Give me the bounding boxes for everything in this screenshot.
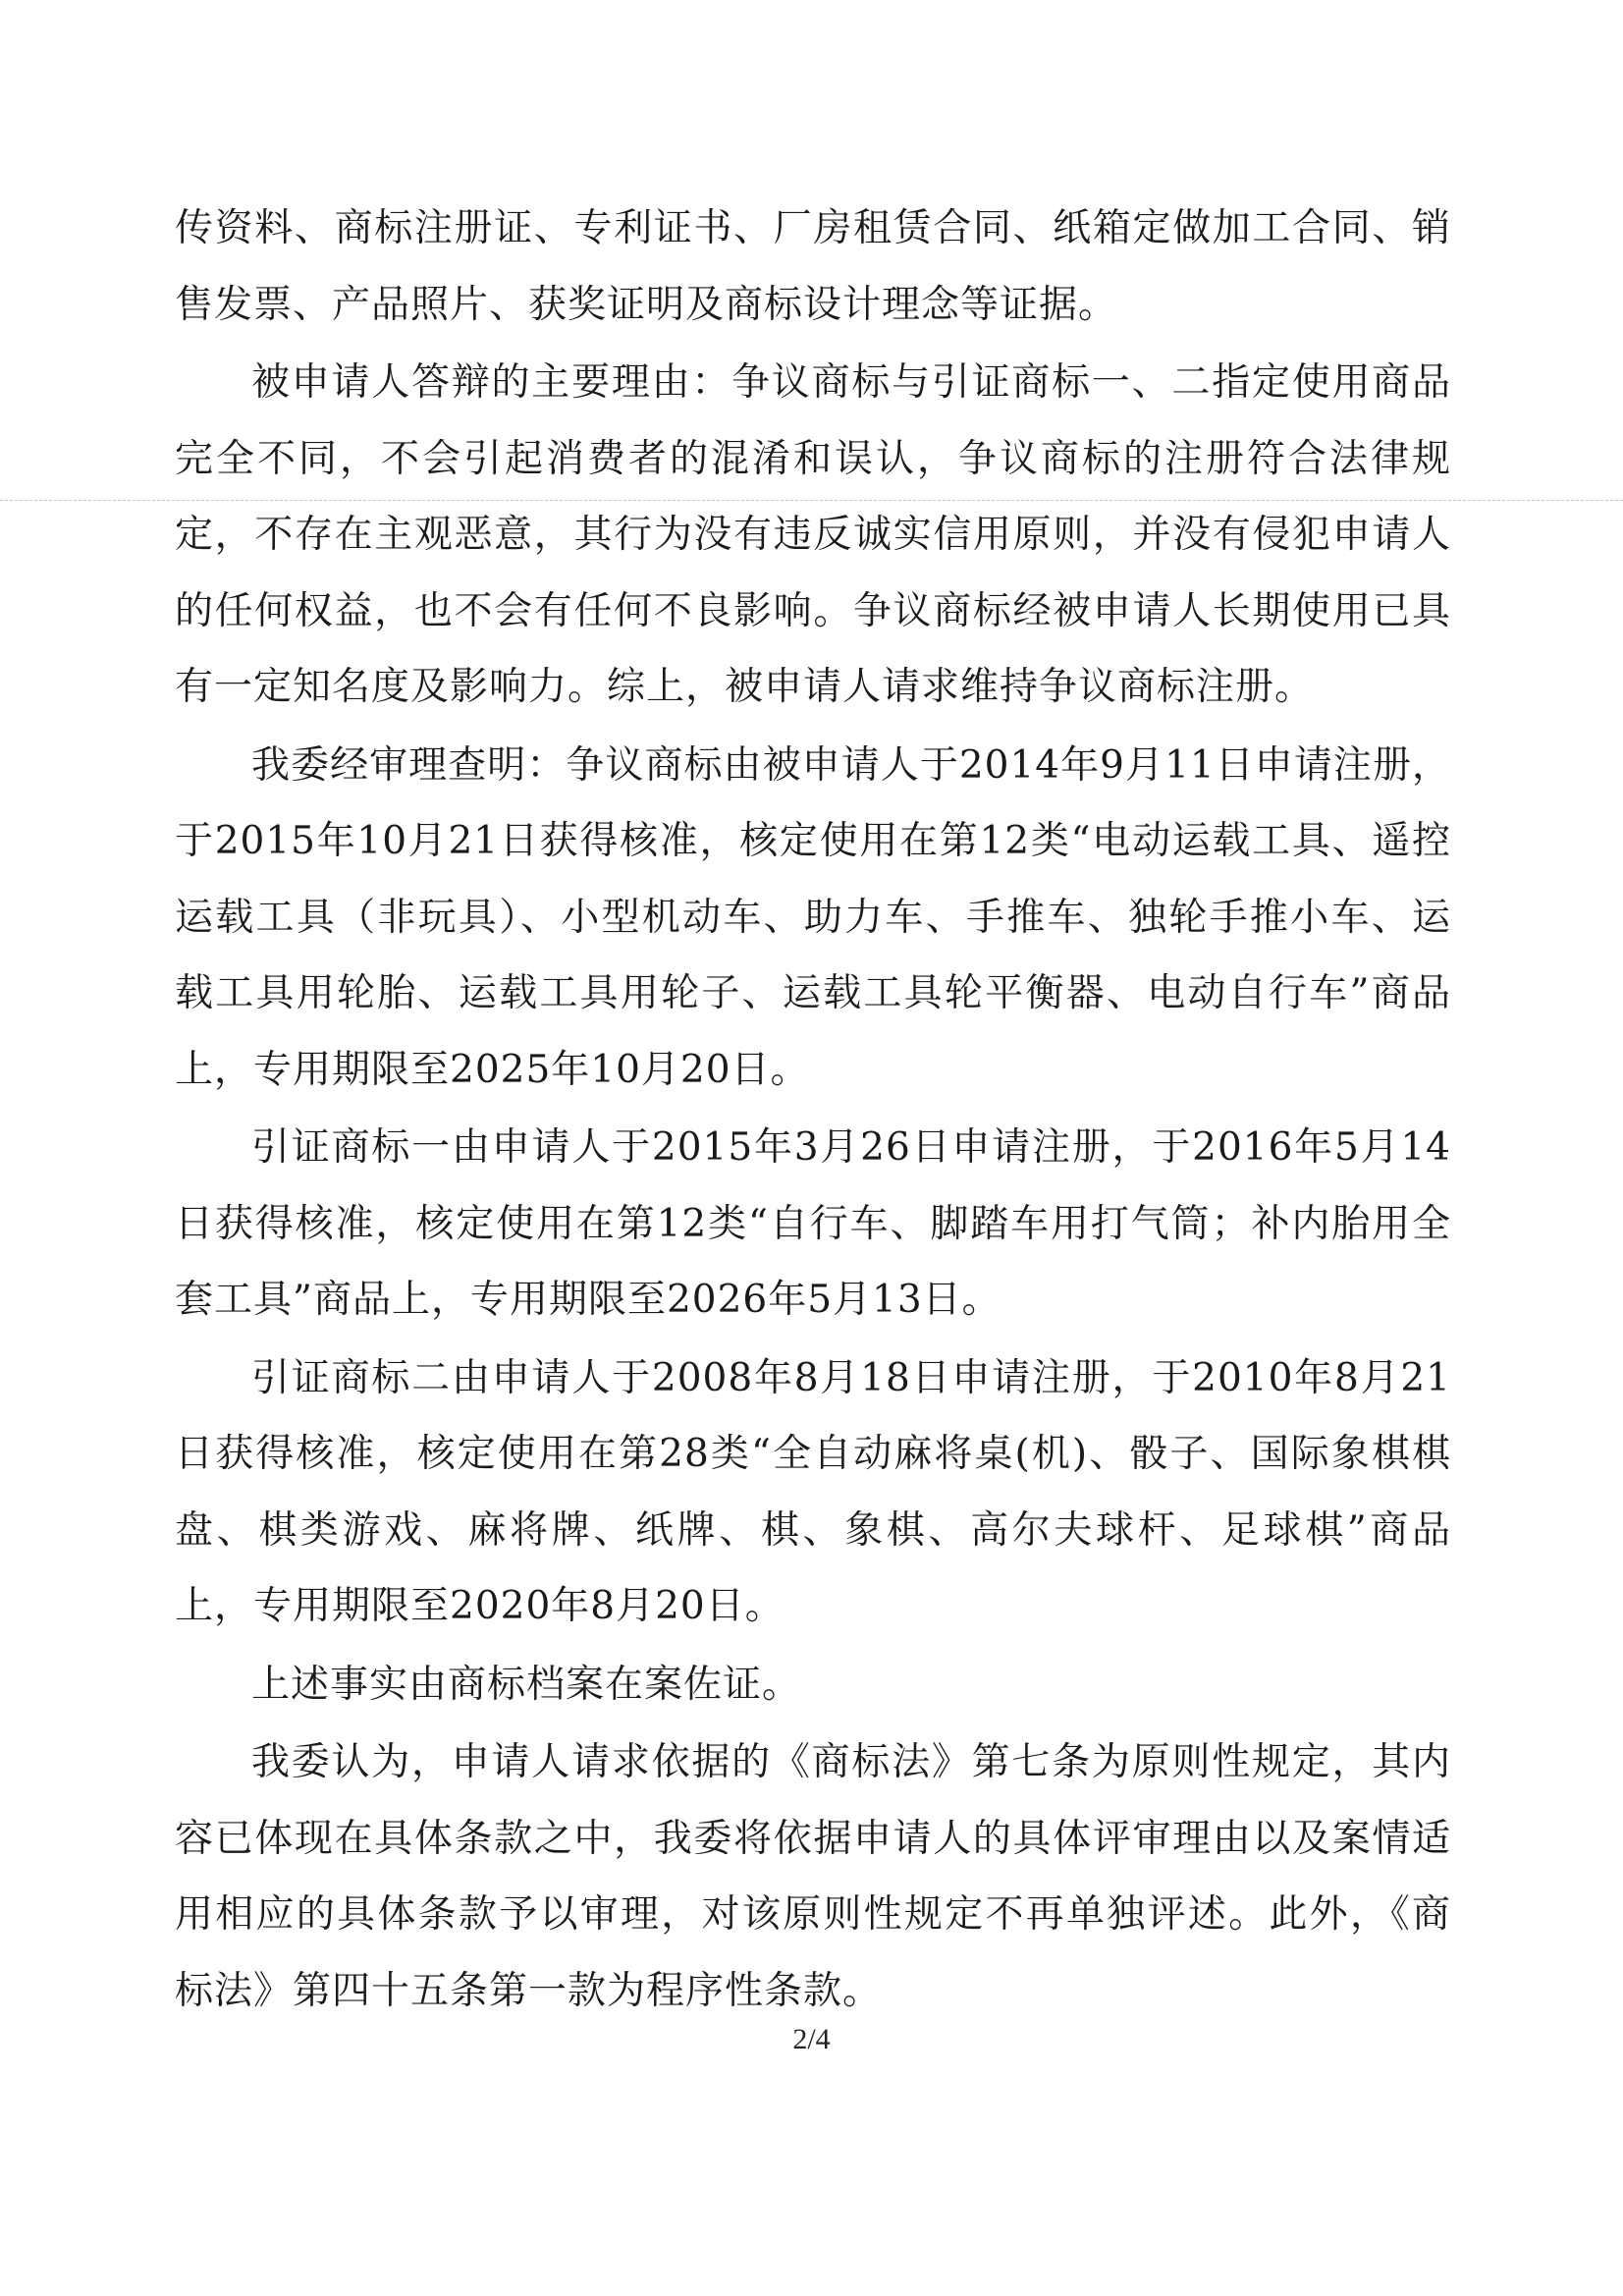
paragraph-respondent-defense: 被申请人答辩的主要理由：争议商标与引证商标一、二指定使用商品完全不同，不会引起消费者的混淆和误认，争议商标的注册符合法律规定，不存在主观恶意，其行为没有违反诚实信用原则，并没有侵犯申请人的任何权益，也不会有任何不良影响。争议商标经被申请人长期使用已具有一定知名度及影响力。综上，被申请人请求维持争议商标注册。	[175, 360, 1451, 709]
paragraph-evidence-statement: 上述事实由商标档案在案佐证。	[251, 1662, 802, 1707]
paragraph-cited-mark-two: 引证商标二由申请人于2008年8月18日申请注册，于2010年8月21日获得核准，核定使用在第28类“全自动麻将桌(机)、骰子、国际象棋棋盘、棋类游戏、麻将牌、纸牌、棋、象棋、高尔夫球杆、足球棋”商品上，专用期限至2020年8月20日。	[175, 1355, 1451, 1628]
paragraph-committee-opinion: 我委认为，申请人请求依据的《商标法》第七条为原则性规定，其内容已体现在具体条款之中，我委将依据申请人的具体评审理由以及案情适用相应的具体条款予以审理，对该原则性规定不再单独评述。此外，《商标法》第四十五条第一款为程序性条款。	[175, 1740, 1451, 2013]
document-body	[175, 191, 1451, 2031]
paragraph-cited-mark-one: 引证商标一由申请人于2015年3月26日申请注册，于2016年5月14日获得核准，核定使用在第12类“自行车、脚踏车用打气筒；补内胎用全套工具”商品上，专用期限至2026年5月13日。	[175, 1125, 1451, 1322]
paragraph-disputed-mark-facts: 我委经审理查明：争议商标由被申请人于2014年9月11日申请注册，于2015年10月21日获得核准，核定使用在第12类“电动运载工具、遥控运载工具（非玩具）、小型机动车、助力车、手推车、独轮手推小车、运载工具用轮胎、运载工具用轮子、运载工具轮平衡器、电动自行车”商品上，专用期限至2025年10月20日。	[175, 742, 1451, 1092]
page-number: 2/4	[792, 2023, 831, 2055]
paragraph-evidence-list: 传资料、商标注册证、专利证书、厂房租赁合同、纸箱定做加工合同、销售发票、产品照片、获奖证明及商标设计理念等证据。	[175, 206, 1451, 327]
